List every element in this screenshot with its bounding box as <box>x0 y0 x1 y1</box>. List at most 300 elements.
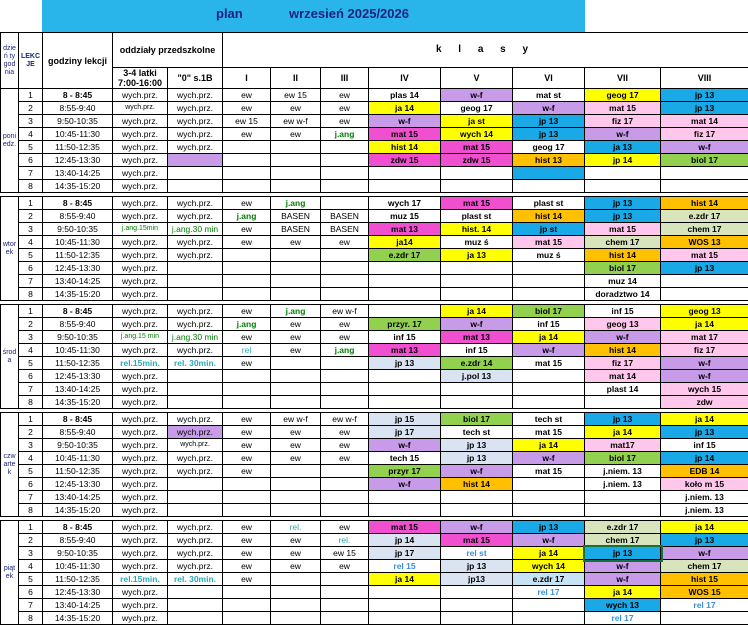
lesson-cell[interactable] <box>321 154 369 167</box>
lesson-cell[interactable] <box>585 396 661 409</box>
lesson-cell[interactable] <box>369 612 441 625</box>
lesson-cell[interactable]: ew <box>271 236 321 249</box>
lesson-cell[interactable]: inf 15 <box>441 344 513 357</box>
lesson-cell[interactable]: w-f <box>513 534 585 547</box>
lesson-cell[interactable]: wych.prz. <box>113 413 168 426</box>
lesson-cell[interactable] <box>223 612 271 625</box>
lesson-cell[interactable]: w-f <box>585 331 661 344</box>
lesson-cell[interactable] <box>271 586 321 599</box>
lesson-cell[interactable]: jp 14 <box>369 534 441 547</box>
lesson-cell[interactable]: hist. 14 <box>441 223 513 236</box>
lesson-cell[interactable]: tech st <box>441 426 513 439</box>
lesson-cell[interactable]: jp st <box>513 223 585 236</box>
lesson-cell[interactable] <box>168 275 223 288</box>
lesson-cell[interactable] <box>321 504 369 517</box>
lesson-cell[interactable]: wych.prz. <box>113 262 168 275</box>
lesson-cell[interactable] <box>271 167 321 180</box>
lesson-cell[interactable] <box>661 180 748 193</box>
lesson-cell[interactable]: w-f <box>513 102 585 115</box>
lesson-cell[interactable]: rel.15min. <box>113 357 168 370</box>
lesson-cell[interactable]: ew <box>271 439 321 452</box>
lesson-cell[interactable]: ja 14 <box>661 521 748 534</box>
lesson-cell[interactable]: ew <box>271 128 321 141</box>
lesson-cell[interactable]: mat 13 <box>369 344 441 357</box>
lesson-cell[interactable] <box>369 167 441 180</box>
lesson-cell[interactable]: wych.prz. <box>113 249 168 262</box>
lesson-cell[interactable]: inf 15 <box>585 305 661 318</box>
lesson-cell[interactable]: plast st <box>441 210 513 223</box>
lesson-cell[interactable]: wych.prz. <box>168 210 223 223</box>
lesson-cell[interactable]: ew <box>223 573 271 586</box>
lesson-cell[interactable]: ja 13 <box>585 141 661 154</box>
lesson-cell[interactable] <box>271 612 321 625</box>
lesson-cell[interactable]: wych.prz. <box>113 547 168 560</box>
lesson-cell[interactable]: wych.prz. <box>113 383 168 396</box>
lesson-cell[interactable] <box>271 396 321 409</box>
lesson-number[interactable]: 8 <box>19 180 43 193</box>
lesson-cell[interactable]: ew <box>223 426 271 439</box>
lesson-cell[interactable]: w-f <box>513 344 585 357</box>
lesson-time[interactable]: 11:50-12:35 <box>43 141 113 154</box>
lesson-cell[interactable]: ew <box>223 413 271 426</box>
lesson-cell[interactable] <box>271 491 321 504</box>
lesson-cell[interactable] <box>321 491 369 504</box>
lesson-cell[interactable] <box>585 491 661 504</box>
lesson-cell[interactable]: wych.prz. <box>168 141 223 154</box>
lesson-cell[interactable]: ew 15 <box>271 89 321 102</box>
lesson-cell[interactable]: ew w-f <box>271 413 321 426</box>
lesson-cell[interactable]: wych.prz. <box>168 249 223 262</box>
lesson-time[interactable]: 12:45-13:30 <box>43 262 113 275</box>
lesson-cell[interactable]: doradztwo 14 <box>585 288 661 301</box>
lesson-cell[interactable]: jp 13 <box>513 128 585 141</box>
lesson-time[interactable]: 12:45-13:30 <box>43 154 113 167</box>
lesson-cell[interactable] <box>513 370 585 383</box>
lesson-cell[interactable]: tech st <box>513 413 585 426</box>
lesson-cell[interactable] <box>271 370 321 383</box>
lesson-cell[interactable] <box>321 478 369 491</box>
lesson-cell[interactable] <box>513 288 585 301</box>
lesson-time[interactable]: 11:50-12:35 <box>43 249 113 262</box>
lesson-number[interactable]: 7 <box>19 275 43 288</box>
lesson-cell[interactable]: jp 14 <box>661 452 748 465</box>
lesson-cell[interactable]: j.ang <box>321 128 369 141</box>
lesson-cell[interactable] <box>271 141 321 154</box>
lesson-cell[interactable]: zdw 15 <box>441 154 513 167</box>
lesson-cell[interactable]: wych.prz. <box>113 141 168 154</box>
lesson-cell[interactable] <box>369 491 441 504</box>
lesson-number[interactable]: 4 <box>19 344 43 357</box>
lesson-cell[interactable]: w-f <box>369 115 441 128</box>
lesson-cell[interactable]: wych.prz. <box>113 344 168 357</box>
lesson-cell[interactable]: rel 17 <box>661 599 748 612</box>
lesson-time[interactable]: 8:55-9:40 <box>43 102 113 115</box>
lesson-cell[interactable]: wych.prz. <box>113 288 168 301</box>
lesson-cell[interactable]: j.ang <box>271 305 321 318</box>
lesson-cell[interactable]: wych.prz. <box>113 599 168 612</box>
lesson-cell[interactable]: muz 14 <box>585 275 661 288</box>
lesson-cell[interactable]: ew w-f <box>321 413 369 426</box>
lesson-number[interactable]: 3 <box>19 223 43 236</box>
lesson-number[interactable]: 2 <box>19 210 43 223</box>
lesson-number[interactable]: 1 <box>19 89 43 102</box>
lesson-cell[interactable]: ew w-f <box>321 305 369 318</box>
lesson-cell[interactable] <box>223 370 271 383</box>
lesson-cell[interactable]: wych.prz. <box>113 236 168 249</box>
lesson-number[interactable]: 7 <box>19 167 43 180</box>
lesson-cell[interactable]: jp 13 <box>369 357 441 370</box>
lesson-cell[interactable] <box>513 599 585 612</box>
lesson-cell[interactable]: w-f <box>661 547 748 560</box>
lesson-cell[interactable]: inf 15 <box>513 318 585 331</box>
lesson-cell[interactable]: w-f <box>441 89 513 102</box>
lesson-cell[interactable]: j.niem. 13 <box>585 465 661 478</box>
lesson-cell[interactable]: EDB 14 <box>661 465 748 478</box>
lesson-cell[interactable] <box>321 396 369 409</box>
lesson-cell[interactable]: wych.prz. <box>113 560 168 573</box>
lesson-cell[interactable]: jp 13 <box>661 262 748 275</box>
lesson-cell[interactable] <box>321 573 369 586</box>
lesson-cell[interactable]: rel. 30min. <box>168 357 223 370</box>
lesson-cell[interactable]: BASEN <box>271 223 321 236</box>
lesson-cell[interactable]: ew <box>271 331 321 344</box>
lesson-cell[interactable] <box>321 180 369 193</box>
lesson-cell[interactable] <box>441 491 513 504</box>
lesson-cell[interactable] <box>223 396 271 409</box>
lesson-cell[interactable]: wych 15 <box>661 383 748 396</box>
lesson-cell[interactable]: wych.prz. <box>113 197 168 210</box>
lesson-cell[interactable] <box>441 599 513 612</box>
lesson-cell[interactable] <box>168 288 223 301</box>
lesson-cell[interactable]: fiz 17 <box>661 128 748 141</box>
lesson-cell[interactable] <box>168 167 223 180</box>
lesson-cell[interactable]: jp13 <box>441 573 513 586</box>
lesson-cell[interactable]: mat st <box>513 89 585 102</box>
lesson-cell[interactable]: ja 14 <box>585 586 661 599</box>
lesson-cell[interactable]: ja 14 <box>513 331 585 344</box>
lesson-cell[interactable]: inf 15 <box>369 331 441 344</box>
lesson-cell[interactable]: w-f <box>661 357 748 370</box>
lesson-cell[interactable] <box>168 396 223 409</box>
lesson-cell[interactable] <box>271 249 321 262</box>
lesson-time[interactable]: 11:50-12:35 <box>43 357 113 370</box>
lesson-cell[interactable]: jp 14 <box>585 154 661 167</box>
lesson-cell[interactable]: jp 13 <box>441 439 513 452</box>
lesson-cell[interactable] <box>513 167 585 180</box>
lesson-cell[interactable]: j.pol 13 <box>441 370 513 383</box>
lesson-cell[interactable] <box>585 167 661 180</box>
lesson-cell[interactable] <box>168 180 223 193</box>
lesson-cell[interactable]: ew <box>223 128 271 141</box>
lesson-number[interactable]: 6 <box>19 262 43 275</box>
lesson-cell[interactable]: j.niem. 13 <box>661 491 748 504</box>
lesson-cell[interactable]: wych.prz. <box>168 128 223 141</box>
lesson-time[interactable]: 8:55-9:40 <box>43 318 113 331</box>
lesson-cell[interactable] <box>441 288 513 301</box>
lesson-number[interactable]: 1 <box>19 305 43 318</box>
lesson-cell[interactable]: jp 13 <box>585 547 661 560</box>
lesson-cell[interactable] <box>223 167 271 180</box>
lesson-cell[interactable]: ew 15 <box>321 547 369 560</box>
lesson-time[interactable]: 8:55-9:40 <box>43 534 113 547</box>
lesson-cell[interactable]: jp 17 <box>369 426 441 439</box>
lesson-number[interactable]: 2 <box>19 318 43 331</box>
lesson-cell[interactable]: mat 13 <box>441 331 513 344</box>
lesson-cell[interactable]: ew <box>223 439 271 452</box>
lesson-cell[interactable]: hist 14 <box>513 210 585 223</box>
lesson-cell[interactable]: ew <box>223 465 271 478</box>
lesson-time[interactable]: 13:40-14:25 <box>43 275 113 288</box>
lesson-cell[interactable] <box>168 491 223 504</box>
lesson-cell[interactable] <box>441 262 513 275</box>
lesson-cell[interactable]: biol 17 <box>441 413 513 426</box>
lesson-cell[interactable] <box>271 180 321 193</box>
lesson-cell[interactable] <box>321 197 369 210</box>
lesson-cell[interactable] <box>223 586 271 599</box>
lesson-cell[interactable]: mat 15 <box>369 521 441 534</box>
lesson-cell[interactable]: ew <box>321 102 369 115</box>
lesson-cell[interactable]: hist 14 <box>585 344 661 357</box>
lesson-cell[interactable]: w-f <box>585 573 661 586</box>
lesson-cell[interactable]: mat 17 <box>661 331 748 344</box>
lesson-cell[interactable] <box>441 612 513 625</box>
lesson-cell[interactable]: wych.prz. <box>113 452 168 465</box>
lesson-cell[interactable]: wych.prz. <box>168 465 223 478</box>
lesson-time[interactable]: 9:50-10:35 <box>43 547 113 560</box>
lesson-cell[interactable] <box>168 383 223 396</box>
lesson-cell[interactable]: muz 15 <box>369 210 441 223</box>
lesson-cell[interactable]: ew <box>321 115 369 128</box>
lesson-cell[interactable]: rel st <box>441 547 513 560</box>
lesson-cell[interactable]: wych.prz. <box>113 305 168 318</box>
lesson-cell[interactable] <box>513 612 585 625</box>
lesson-time[interactable]: 12:45-13:30 <box>43 370 113 383</box>
lesson-cell[interactable]: ew 15 <box>223 115 271 128</box>
lesson-cell[interactable]: mat 15 <box>513 357 585 370</box>
lesson-cell[interactable] <box>441 504 513 517</box>
lesson-time[interactable]: 14:35-15:20 <box>43 396 113 409</box>
lesson-cell[interactable]: j.ang.15min <box>113 223 168 236</box>
lesson-cell[interactable]: j.niem. 13 <box>661 504 748 517</box>
lesson-cell[interactable]: hist 14 <box>585 249 661 262</box>
lesson-cell[interactable] <box>369 180 441 193</box>
lesson-cell[interactable] <box>321 249 369 262</box>
lesson-cell[interactable]: tech 15 <box>369 452 441 465</box>
lesson-cell[interactable]: ja 14 <box>661 318 748 331</box>
lesson-cell[interactable]: wych.prz. <box>168 236 223 249</box>
lesson-cell[interactable]: ew <box>271 534 321 547</box>
lesson-cell[interactable]: ew <box>223 331 271 344</box>
lesson-cell[interactable]: rel. 30min. <box>168 573 223 586</box>
lesson-cell[interactable]: wych 13 <box>585 599 661 612</box>
lesson-cell[interactable]: plast 14 <box>585 383 661 396</box>
lesson-cell[interactable]: rel. <box>321 534 369 547</box>
lesson-number[interactable]: 7 <box>19 491 43 504</box>
lesson-cell[interactable]: wych.prz. <box>113 180 168 193</box>
lesson-cell[interactable] <box>513 504 585 517</box>
lesson-cell[interactable] <box>223 180 271 193</box>
lesson-time[interactable]: 8:55-9:40 <box>43 426 113 439</box>
lesson-cell[interactable]: wych.prz. <box>168 115 223 128</box>
lesson-number[interactable]: 6 <box>19 478 43 491</box>
lesson-cell[interactable]: ew <box>223 560 271 573</box>
lesson-cell[interactable]: e.zdr 14 <box>441 357 513 370</box>
lesson-cell[interactable]: ew <box>271 102 321 115</box>
lesson-time[interactable]: 9:50-10:35 <box>43 115 113 128</box>
lesson-cell[interactable]: wych.prz. <box>113 521 168 534</box>
lesson-cell[interactable]: koło m 15 <box>661 478 748 491</box>
lesson-number[interactable]: 1 <box>19 521 43 534</box>
lesson-cell[interactable]: wych.prz. <box>113 275 168 288</box>
lesson-cell[interactable]: wych.prz. <box>113 504 168 517</box>
lesson-cell[interactable]: jp 13 <box>661 426 748 439</box>
lesson-cell[interactable]: rel <box>223 344 271 357</box>
lesson-cell[interactable]: wych.prz. <box>113 465 168 478</box>
lesson-cell[interactable]: w-f <box>585 560 661 573</box>
lesson-cell[interactable] <box>369 599 441 612</box>
lesson-number[interactable]: 3 <box>19 439 43 452</box>
lesson-cell[interactable]: wych.prz. <box>168 547 223 560</box>
lesson-time[interactable]: 13:40-14:25 <box>43 599 113 612</box>
lesson-cell[interactable]: ew <box>321 439 369 452</box>
lesson-time[interactable]: 14:35-15:20 <box>43 288 113 301</box>
lesson-cell[interactable]: ew <box>223 357 271 370</box>
lesson-cell[interactable]: mat 15 <box>585 223 661 236</box>
lesson-time[interactable]: 10:45-11:30 <box>43 344 113 357</box>
lesson-cell[interactable]: chem 17 <box>585 534 661 547</box>
lesson-cell[interactable]: ja 13 <box>441 249 513 262</box>
lesson-time[interactable]: 8 - 8:45 <box>43 413 113 426</box>
lesson-cell[interactable]: WOS 13 <box>661 236 748 249</box>
lesson-cell[interactable]: e.zdr 17 <box>585 521 661 534</box>
lesson-cell[interactable]: j.niem. 13 <box>585 478 661 491</box>
lesson-cell[interactable]: mat 14 <box>661 115 748 128</box>
lesson-cell[interactable] <box>369 383 441 396</box>
lesson-cell[interactable]: ew <box>223 223 271 236</box>
lesson-time[interactable]: 9:50-10:35 <box>43 223 113 236</box>
lesson-cell[interactable]: ew <box>321 560 369 573</box>
lesson-cell[interactable]: w-f <box>369 478 441 491</box>
lesson-cell[interactable]: wych.prz. <box>113 210 168 223</box>
lesson-cell[interactable] <box>369 370 441 383</box>
lesson-cell[interactable] <box>513 396 585 409</box>
lesson-cell[interactable]: j.ang <box>223 210 271 223</box>
lesson-cell[interactable]: plast st <box>513 197 585 210</box>
lesson-cell[interactable]: ew <box>223 197 271 210</box>
lesson-cell[interactable] <box>271 357 321 370</box>
lesson-cell[interactable] <box>223 141 271 154</box>
lesson-cell[interactable]: chem 17 <box>661 223 748 236</box>
lesson-cell[interactable]: hist 15 <box>661 573 748 586</box>
lesson-cell[interactable] <box>513 275 585 288</box>
lesson-cell[interactable]: wych.prz. <box>113 534 168 547</box>
lesson-cell[interactable]: ew <box>223 305 271 318</box>
lesson-cell[interactable] <box>585 504 661 517</box>
lesson-cell[interactable]: wych.prz. <box>168 452 223 465</box>
lesson-number[interactable]: 2 <box>19 102 43 115</box>
lesson-number[interactable]: 5 <box>19 249 43 262</box>
lesson-cell[interactable]: biol 17 <box>661 154 748 167</box>
lesson-cell[interactable]: j.ang <box>321 344 369 357</box>
lesson-time[interactable]: 13:40-14:25 <box>43 383 113 396</box>
lesson-cell[interactable] <box>223 383 271 396</box>
lesson-time[interactable]: 8 - 8:45 <box>43 521 113 534</box>
lesson-cell[interactable] <box>661 167 748 180</box>
lesson-cell[interactable]: muz ś <box>513 249 585 262</box>
lesson-cell[interactable]: mat 15 <box>513 426 585 439</box>
lesson-time[interactable]: 13:40-14:25 <box>43 167 113 180</box>
lesson-time[interactable]: 13:40-14:25 <box>43 491 113 504</box>
lesson-cell[interactable]: BASEN <box>271 210 321 223</box>
lesson-cell[interactable]: j.ang.30 min <box>168 223 223 236</box>
lesson-time[interactable]: 14:35-15:20 <box>43 180 113 193</box>
lesson-time[interactable]: 14:35-15:20 <box>43 504 113 517</box>
lesson-cell[interactable]: ja 14 <box>369 573 441 586</box>
lesson-number[interactable]: 3 <box>19 115 43 128</box>
lesson-cell[interactable] <box>513 262 585 275</box>
lesson-cell[interactable]: rel. <box>271 521 321 534</box>
lesson-cell[interactable] <box>223 288 271 301</box>
lesson-cell[interactable]: przyr. 17 <box>369 318 441 331</box>
lesson-cell[interactable]: fiz 17 <box>585 357 661 370</box>
lesson-cell[interactable] <box>369 305 441 318</box>
lesson-time[interactable]: 9:50-10:35 <box>43 331 113 344</box>
lesson-cell[interactable]: wych.prz. <box>168 426 223 439</box>
lesson-cell[interactable]: w-f <box>441 465 513 478</box>
lesson-cell[interactable]: mat 15 <box>585 102 661 115</box>
lesson-time[interactable]: 8 - 8:45 <box>43 89 113 102</box>
lesson-cell[interactable]: e.zdr 17 <box>513 573 585 586</box>
lesson-cell[interactable]: hist 14 <box>441 478 513 491</box>
lesson-number[interactable]: 4 <box>19 560 43 573</box>
lesson-cell[interactable]: w-f <box>661 141 748 154</box>
lesson-cell[interactable] <box>441 396 513 409</box>
lesson-cell[interactable] <box>271 573 321 586</box>
lesson-number[interactable]: 8 <box>19 396 43 409</box>
lesson-cell[interactable]: ew <box>321 89 369 102</box>
lesson-cell[interactable] <box>585 180 661 193</box>
lesson-cell[interactable]: ew <box>271 560 321 573</box>
lesson-cell[interactable] <box>369 262 441 275</box>
lesson-cell[interactable]: geog 17 <box>585 89 661 102</box>
lesson-cell[interactable]: fiz 17 <box>661 344 748 357</box>
lesson-cell[interactable]: ew <box>223 236 271 249</box>
lesson-cell[interactable]: jp 13 <box>513 115 585 128</box>
lesson-cell[interactable]: BASEN <box>321 223 369 236</box>
lesson-cell[interactable]: ew <box>223 102 271 115</box>
lesson-cell[interactable]: mat 15 <box>441 197 513 210</box>
lesson-cell[interactable]: BASEN <box>321 210 369 223</box>
lesson-cell[interactable]: w-f <box>369 439 441 452</box>
lesson-cell[interactable] <box>223 599 271 612</box>
lesson-cell[interactable]: jp 13 <box>585 210 661 223</box>
lesson-number[interactable]: 3 <box>19 547 43 560</box>
lesson-cell[interactable]: ew <box>321 452 369 465</box>
lesson-number[interactable]: 7 <box>19 599 43 612</box>
lesson-cell[interactable]: ja 14 <box>441 305 513 318</box>
lesson-cell[interactable]: ew <box>223 547 271 560</box>
lesson-cell[interactable] <box>441 586 513 599</box>
lesson-cell[interactable]: ja 14 <box>369 102 441 115</box>
lesson-number[interactable]: 6 <box>19 370 43 383</box>
lesson-cell[interactable]: ew <box>321 236 369 249</box>
lesson-cell[interactable]: wych.prz. <box>168 89 223 102</box>
lesson-cell[interactable] <box>513 478 585 491</box>
lesson-cell[interactable]: geog 13 <box>661 305 748 318</box>
lesson-cell[interactable] <box>223 491 271 504</box>
lesson-cell[interactable]: inf 15 <box>661 439 748 452</box>
lesson-cell[interactable]: wych.prz. <box>113 128 168 141</box>
